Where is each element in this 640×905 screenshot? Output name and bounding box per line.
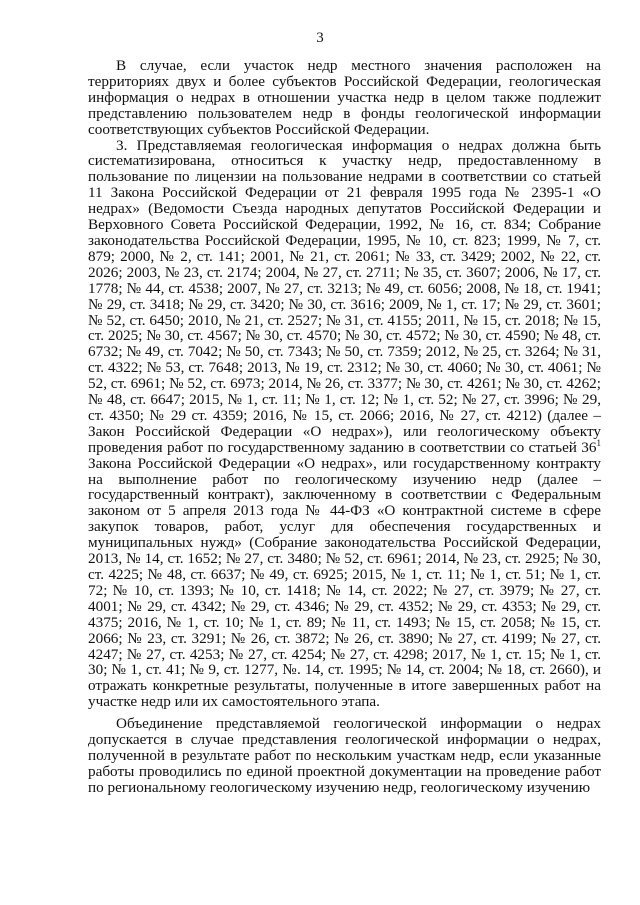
paragraph-subjects-info: В случае, если участок недр местного значения расположен на территориях двух и более субъектов Российской Федерации, геологическая информация о недрах в отношении участка недр в целом также подлежит представлению пользователем недр в фонды геологической информации соответствующих субъектов Российской Федерации. — [88, 57, 601, 138]
item-3-text-part-2: Закона Российской Федерации «О недрах», или государственному контракту на выполнение работ по геологическому изучению недр (далее – государственный контракт), заключенному в соответствии с Федеральным законом от 5 апреля 2013 года № 44-ФЗ «О контрактной системе в сфере закупок товаров, работ, услуг для обеспечения государственных и муниципальных нужд» (Собрание законодательства Российской Федерации, 2013, № 14, ст. 1652; № 27, ст. 3480; № 52, ст. 6961; 2014, № 23, ст. 2925; № 30, ст. 4225; № 48, ст. 6637; № 49, ст. 6925; 2015, № 1, ст. 11; № 1, ст. 51; № 1, ст. 72; № 10, ст. 1393; № 10, ст. 1418; № 14, ст. 2022; № 27, ст. 3979; № 27, ст. 4001; № 29, ст. 4342; № 29, ст. 4346; № 29, ст. 4352; № 29, ст. 4353; № 29, ст. 4375; 2016, № 1, ст. 10; № 1, ст. 89; № 11, ст. 1493; № 15, ст. 2058; № 15, ст. 2066; № 23, ст. 3291; № 26, ст. 3872; № 26, ст. 3890; № 27, ст. 4199; № 27, ст. 4247; № 27, ст. 4253; № 27, ст. 4254; № 27, ст. 4298; 2017, № 1, ст. 15; № 1, ст. 30; № 1, ст. 41; № 9, ст. 1277, №. 14, ст. 1995; № 14, ст. 2004; № 18, ст. 2660), и отражать конкретные результаты, полученные в итоге завершенных работ на участке недр или их самостоятельного этапа. — [88, 454, 601, 711]
document-body — [88, 58, 601, 796]
paragraph-item-3 — [88, 138, 601, 711]
page-number: 3 — [316, 30, 324, 46]
item-3-text-part-1: 3. Представляемая геологическая информация о недрах должна быть систематизирована, относиться к участку недр, предоставленному в пользование по лицензии на пользование недрами в соответствии со статьей 11 Закона Российской Федерации от 21 февраля 1995 года № 2395-1 «О недрах» (Ведомости Съезда народных депутатов Российской Федерации и Верховного Совета Российской Федерации, 1992, № 16, ст. 834; Собрание законодательства Российской Федерации, 1995, № 10, ст. 823; 1999, № 7, ст. 879; 2000, № 2, ст. 141; 2001, № 21, ст. 2061; № 33, ст. 3429; 2002, № 22, ст. 2026; 2003, № 23, ст. 2174; 2004, № 27, ст. 2711; № 35, ст. 3607; 2006, № 17, ст. 1778; № 44, ст. 4538; 2007, № 27, ст. 3213; № 49, ст. 6056; 2008, № 18, ст. 1941; № 29, ст. 3418; № 29, ст. 3420; № 30, ст. 3616; 2009, № 1, ст. 17; № 29, ст. 3601; № 52, ст. 6450; 2010, № 21, ст. 2527; № 31, ст. 4155; 2011, № 15, ст. 2018; № 15, ст. 2025; № 30, ст. 4567; № 30, ст. 4570; № 30, ст. 4572; № 30, ст. 4590; № 48, ст. 6732; № 49, ст. 7042; № 50, ст. 7343; № 50, ст. 7359; 2012, № 25, ст. 3264; № 31, ст. 4322; № 53, ст. 7648; 2013, № 19, ст. 2312; № 30, ст. 4060; № 30, ст. 4061; № 52, ст. 6961; № 52, ст. 6973; 2014, № 26, ст. 3377; № 30, ст. 4261; № 30, ст. 4262; № 48, ст. 6647; 2015, № 1, ст. 11; № 1, ст. 12; № 1, ст. 52; № 27, ст. 3996; № 29, ст. 4350; № 29 ст. 4359; 2016, № 15, ст. 2066; 2016, № 27, ст. 4212) (далее – Закон Российской Федерации «О недрах»), или геологическому объекту проведения работ по государственному заданию в соответствии со статьей 36 — [88, 136, 601, 456]
article-superscript: 1 — [596, 437, 601, 448]
paragraph-merging-info: Объединение представляемой геологической информации о недрах допускается в случае представления геологической информации о недрах, полученной в результате работ по нескольким участкам недр, если указанные работы проводились по единой проектной документации на проведение работ по региональному геологическому изучению недр, геологическому изучению — [88, 715, 601, 796]
